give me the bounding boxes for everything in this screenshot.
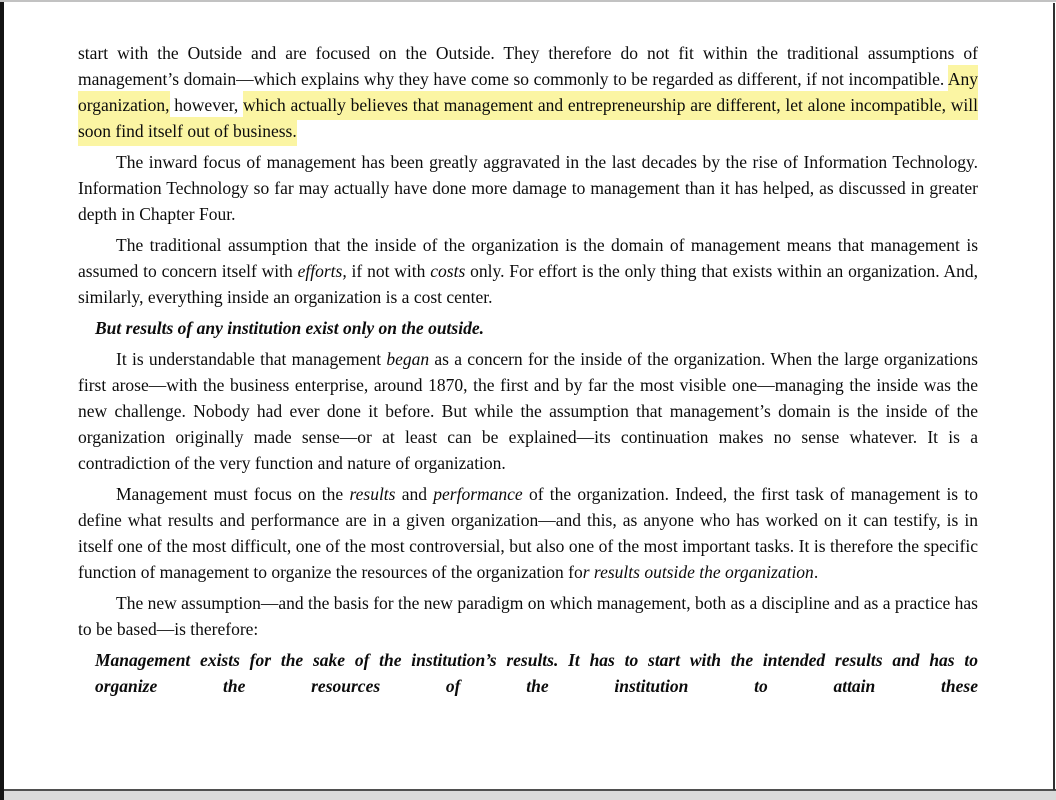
body-paragraph [78, 40, 978, 144]
text-segment: It is understandable that management [116, 349, 387, 369]
body-paragraph [78, 590, 978, 642]
highlighted-text[interactable]: Any organization, [78, 65, 978, 120]
page-text [78, 40, 978, 699]
text-segment: But results of any institution exist only on the outside. [95, 318, 484, 338]
page-right-edge [1053, 3, 1055, 790]
text-segment: results [349, 484, 396, 504]
text-segment: of the organization. Indeed, the first task of management is to define what results and performance are in a given organization—and this, as anyone who has worked on it can testify, is in itself one of the most difficult, one of the most controversial, but also one of the most important tasks. It is therefore the specific function of management to organize the resources of the organization fo [78, 484, 978, 582]
text-segment: and [395, 484, 434, 504]
text-segment: efforts, [297, 261, 347, 281]
text-segment: Management must focus on the [116, 484, 350, 504]
highlighted-text[interactable]: which actually believes that management and entrepreneurship are different, let alone incompatible, will soon find itself out of business. [78, 91, 978, 146]
page-top-edge [0, 0, 1056, 2]
text-segment: performance [433, 484, 523, 504]
body-paragraph [78, 481, 978, 585]
quote-paragraph [95, 315, 978, 341]
text-segment: if not with [346, 261, 431, 281]
text-segment: Management exists for the sake of the institution’s results. It has to start with the intended results and has to organize the resources of the institution to attain these [95, 650, 978, 696]
text-segment: The new assumption—and the basis for the new paradigm on which management, both as a discipline and as a practice has to be based—is therefore: [78, 593, 978, 639]
page-bottom-edge [0, 789, 1056, 800]
text-segment: start with the Outside and are focused on the Outside. They therefore do not fit within the traditional assumptions of management’s domain—which explains why they have come so commonly to be regarded as different, if not incompatible. [78, 43, 978, 89]
text-segment: . [813, 562, 819, 582]
text-segment: r results outside the organization [582, 562, 814, 582]
body-paragraph [78, 346, 978, 476]
text-segment: began [386, 349, 430, 369]
text-segment: however, [169, 95, 243, 115]
text-segment: as a concern for the inside of the organization. When the large organizations first arose—with the business enterprise, around 1870, the first and by far the most visible one—managing the inside was the new challenge. Nobody had ever done it before. But while the assumption that management’s domain is the inside of the organization originally made sense—or at least can be explained—its continuation makes no sense whatever. It is a contradiction of the very function and nature of organization. [78, 349, 978, 473]
body-paragraph [78, 232, 978, 310]
page-left-edge [0, 0, 4, 800]
body-paragraph [78, 149, 978, 227]
text-segment: The inward focus of management has been greatly aggravated in the last decades by the rise of Information Technology. Information Technology so far may actually have done more damage to management than it has helped, as discussed in greater depth in Chapter Four. [78, 152, 978, 224]
text-segment: costs [430, 261, 466, 281]
text-segment: only. For effort is the only thing that exists within an organization. And, similarly, everything inside an organization is a cost center. [78, 261, 978, 307]
text-segment: The traditional assumption that the inside of the organization is the domain of management means that management is assumed to concern itself with [78, 235, 978, 281]
quote-paragraph [95, 647, 978, 699]
